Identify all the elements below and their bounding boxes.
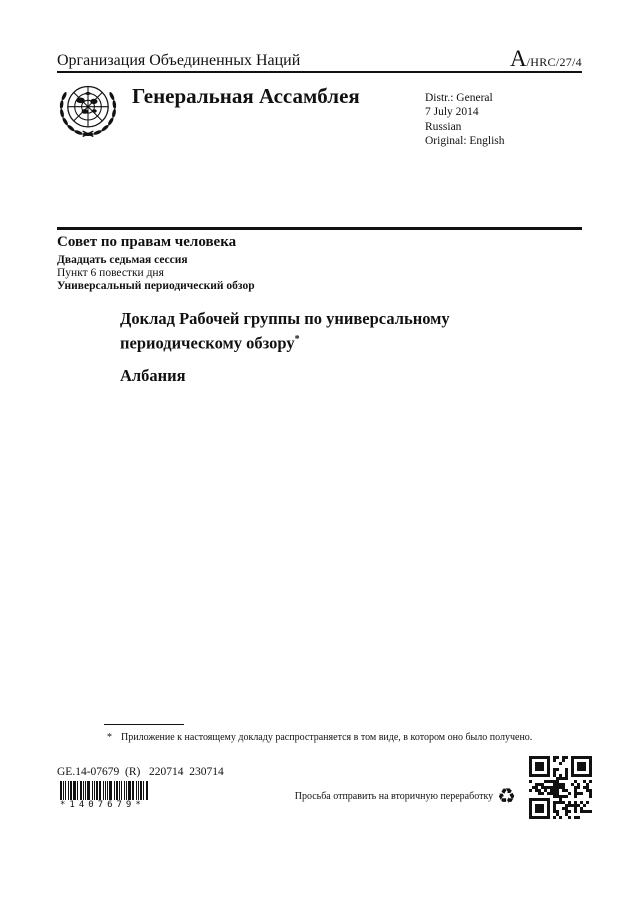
original-language-line: Original: English <box>425 135 505 148</box>
agenda-item: Пункт 6 повестки дня <box>57 267 164 279</box>
date-line: 7 July 2014 <box>425 106 479 119</box>
footnote-marker: * <box>107 732 112 743</box>
assembly-title: Генеральная Ассамблея <box>132 84 360 108</box>
agenda-topic: Универсальный периодический обзор <box>57 280 255 292</box>
qr-code <box>529 756 592 824</box>
language-line: Russian <box>425 120 462 133</box>
title-footnote-marker: * <box>294 334 300 345</box>
report-title <box>120 308 480 354</box>
header-rule <box>57 71 582 73</box>
footnote-rule <box>104 724 184 725</box>
country-name: Албания <box>120 366 186 385</box>
un-emblem-icon <box>54 78 122 151</box>
document-symbol-main: A <box>509 46 527 71</box>
barcode-digits: *1407679* <box>60 800 145 810</box>
footnote-text: Приложение к настоящему докладу распространяется в том виде, в котором оно было получено. <box>121 732 533 743</box>
document-symbol <box>510 46 582 72</box>
recycle-note <box>295 786 516 807</box>
council-name: Совет по правам человека <box>57 234 237 250</box>
ge-reference-number: GE.14-07679 (R) 220714 230714 <box>57 766 224 778</box>
distr-line: Distr.: General <box>425 92 493 104</box>
footnote <box>104 731 541 745</box>
un-organization-name: Организация Объединенных Наций <box>57 52 301 69</box>
recycle-text: Просьба отправить на вторичную переработку <box>294 791 494 802</box>
document-symbol-suffix: /HRC/27/4 <box>526 55 582 69</box>
report-title-text: Доклад Рабочей группы по универсальному периодическому обзору <box>120 309 450 353</box>
recycle-icon: ♻ <box>497 784 516 808</box>
section-rule <box>57 227 582 230</box>
distribution-block <box>425 91 505 149</box>
session-number: Двадцать седьмая сессия <box>57 254 188 266</box>
